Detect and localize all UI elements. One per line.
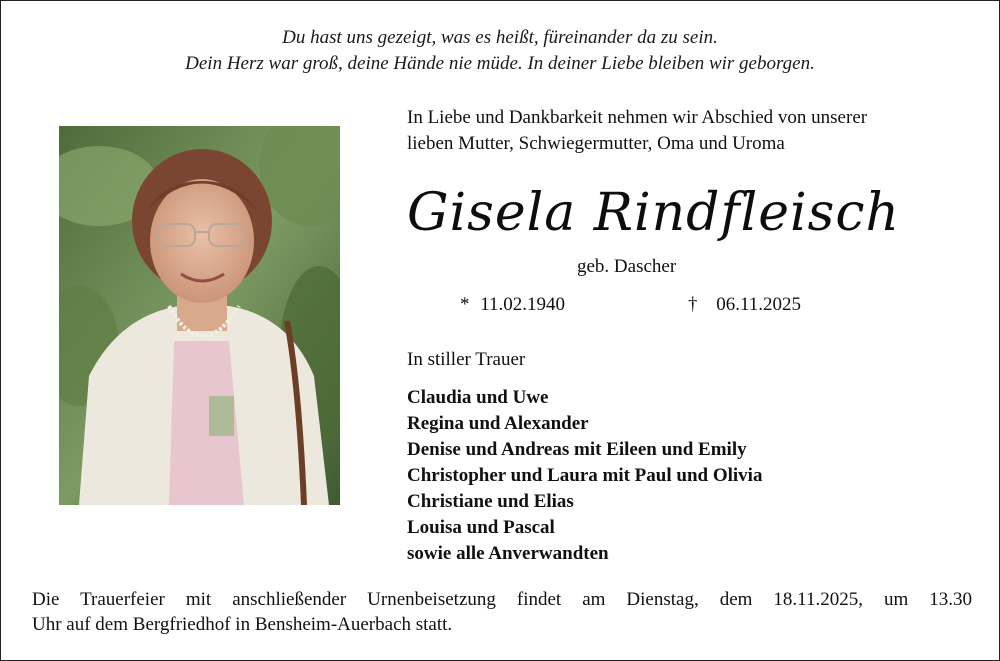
funeral-line-1: Die Trauerfeier mit anschließender Urnenbeisetzung findet am Dienstag, dem 18.11.2025, um 13.30: [32, 589, 972, 610]
death-cross-icon: †: [688, 294, 698, 315]
funeral-info: [32, 587, 972, 637]
mourner-item: Claudia und Uwe: [407, 387, 549, 408]
funeral-line-2: Uhr auf dem Bergfriedhof in Bensheim-Auerbach statt.: [32, 614, 453, 635]
mourner-item: sowie alle Anverwandten: [407, 543, 609, 564]
mourning-heading: In stiller Trauer: [407, 349, 526, 370]
motto-verse: [0, 25, 1000, 77]
motto-line-2: Dein Herz war groß, deine Hände nie müde. In deiner Liebe bleiben wir geborgen.: [185, 53, 815, 74]
portrait-illustration: [59, 126, 340, 505]
maiden-name: geb. Dascher: [577, 256, 677, 277]
intro-line-2: lieben Mutter, Schwiegermutter, Oma und Uroma: [407, 133, 785, 154]
intro-line-1: In Liebe und Dankbarkeit nehmen wir Abschied von unserer: [407, 107, 868, 128]
mourner-item: Louisa und Pascal: [407, 517, 555, 538]
intro-text: [407, 105, 972, 157]
motto-line-1: Du hast uns gezeigt, was es heißt, füreinander da zu sein.: [282, 27, 718, 48]
portrait-photo: [59, 126, 340, 505]
mourner-item: Christopher und Laura mit Paul und Olivia: [407, 465, 763, 486]
mourners-list: [407, 385, 762, 567]
birth-star-icon: *: [460, 294, 470, 315]
mourner-item: Denise und Andreas mit Eileen und Emily: [407, 439, 747, 460]
birth-date: 11.02.1940: [480, 294, 566, 315]
birth-date-line: [460, 293, 565, 317]
death-date: 06.11.2025: [716, 294, 802, 315]
mourner-item: Christiane und Elias: [407, 491, 574, 512]
deceased-name: Gisela Rindfleisch: [407, 183, 900, 243]
death-date-line: [688, 293, 801, 317]
mourner-item: Regina und Alexander: [407, 413, 589, 434]
